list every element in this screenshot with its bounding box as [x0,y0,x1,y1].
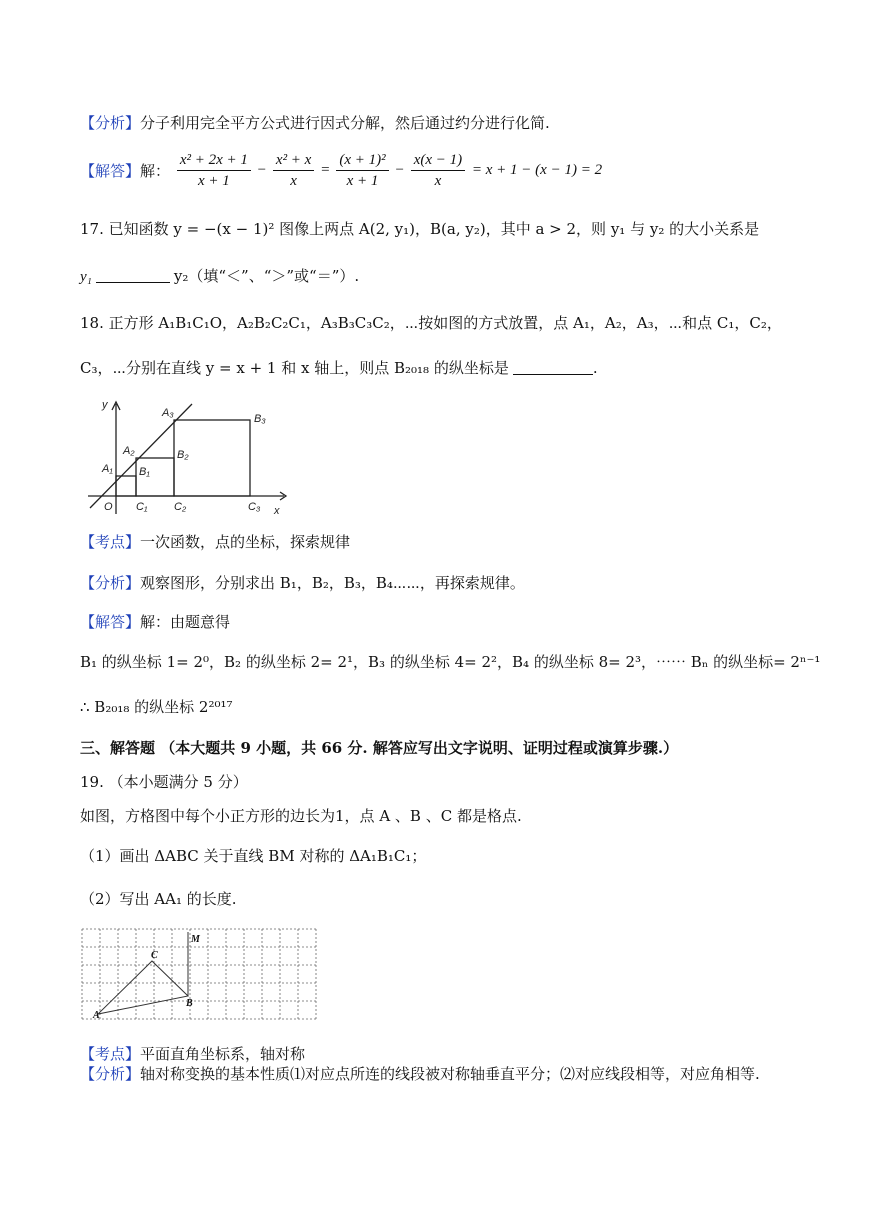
exam-point-tag: 【考点】 [80,533,141,551]
q18-solution-conclusion: ∴ B₂₀₁₈ 的纵坐标 2²⁰¹⁷ [80,698,233,716]
q16-solution-line: 【解答】解： $\frac{\text{x² + 2x + 1}}{x + 1}$ − $\frac{\text{x² + x}}{x}$ = $\frac{\text{(x + 1)²}}{x + 1}$ − $\frac{x(x - 1)}{x}$ = x + 1 − (x − 1) = 2 [80,152,603,189]
q19-grid-figure [80,928,328,1034]
q16-fraction-4: $\frac{x(x - 1)}{x}$ [411,150,465,191]
label-a3: A₃ [162,407,174,419]
label-b2: B₂ [177,449,189,461]
q18-exam-point-line: 【考点】一次函数，点的坐标，探索规律 [80,533,351,551]
q18-answer-blank[interactable] [513,360,593,375]
q16-fraction-3: $\frac{\text{(x + 1)²}}{x + 1}$ [336,150,388,191]
q16-analysis-text: 分子利用完全平方公式进行因式分解，然后通过约分进行化简. [140,114,550,132]
analysis-tag: 【分析】 [80,574,141,592]
triangle-abc [98,961,188,1014]
label-o: O [104,501,113,513]
q18-analysis-line: 【分析】观察图形，分别求出 B₁，B₂，B₃，B₄⋯⋯，再探索规律。 [80,574,525,592]
q19-exam-point-line: 【考点】平面直角坐标系，轴对称 [80,1045,306,1063]
label-a: A [93,1010,100,1021]
label-y: y [102,399,108,411]
q19-title: 19. （本小题满分 5 分） [80,773,248,791]
analysis-tag: 【分析】 [80,1065,141,1083]
q17-answer-blank[interactable] [96,268,170,283]
section-3-heading: 三、解答题 （本大题共 9 小题，共 66 分. 解答应写出文字说明、证明过程或演算步骤.） [80,739,679,757]
q18-solution-line: 【解答】解：由题意得 [80,613,231,631]
label-c3: C₃ [248,501,261,513]
q18-question-line-1: 18. 正方形 A₁B₁C₁O，A₂B₂C₂C₁，A₃B₃C₃C₂，⋯按如图的方式放置，点 A₁，A₂，A₃，⋯和点 C₁，C₂， [80,314,782,332]
label-b: B [186,998,193,1009]
q16-fraction-1: $\frac{\text{x² + 2x + 1}}{x + 1}$ [177,150,251,191]
exam-point-tag: 【考点】 [80,1045,141,1063]
q18-solution-detail: B₁ 的纵坐标 1= 2⁰，B₂ 的纵坐标 2= 2¹，B₃ 的纵坐标 4= 2²，B₄ 的纵坐标 8= 2³，⋯⋯ Bₙ 的纵坐标= 2ⁿ⁻¹ [80,653,821,671]
q19-part-1: （1）画出 ΔABC 关于直线 BM 对称的 ΔA₁B₁C₁； [80,847,427,865]
label-a1: A₁ [102,463,113,475]
label-a2: A₂ [123,445,135,457]
q18-question-line-2: C₃，⋯分别在直线 y = x + 1 和 x 轴上，则点 B₂₀₁₈ 的纵坐标是 . [80,359,598,377]
answer-tag: 【解答】 [80,162,141,180]
label-x: x [274,505,280,517]
q17-question-line-2: y₁ y₂（填“＜”、“＞”或“＝”）. [80,267,360,285]
answer-tag: 【解答】 [80,613,141,631]
q19-intro: 如图，方格图中每个小正方形的边长为1，点 A 、B 、C 都是格点. [80,807,522,825]
q16-fraction-2: $\frac{\text{x² + x}}{x}$ [273,150,314,191]
q18-square-figure [84,396,294,520]
label-c2: C₂ [174,501,187,513]
q17-question-line-1: 17. 已知函数 y = −(x − 1)² 图像上两点 A(2, y₁)，B(a, y₂)，其中 a > 2，则 y₁ 与 y₂ 的大小关系是 [80,220,760,238]
q16-analysis-line [80,113,550,133]
analysis-tag: 【分析】 [80,114,141,132]
label-c: C [151,950,158,961]
q19-part-2: （2）写出 AA₁ 的长度. [80,890,237,908]
q16-result: = x + 1 − (x − 1) = 2 [471,162,603,178]
label-b3: B₃ [254,413,266,425]
label-m: M [191,934,200,945]
q16-solution-prefix: 解： [140,162,171,180]
q19-analysis-line: 【分析】轴对称变换的基本性质⑴对应点所连的线段被对称轴垂直平分；⑵对应线段相等，对应角相等. [80,1065,760,1083]
label-c1: C₁ [136,501,148,513]
label-b1: B₁ [139,466,150,478]
